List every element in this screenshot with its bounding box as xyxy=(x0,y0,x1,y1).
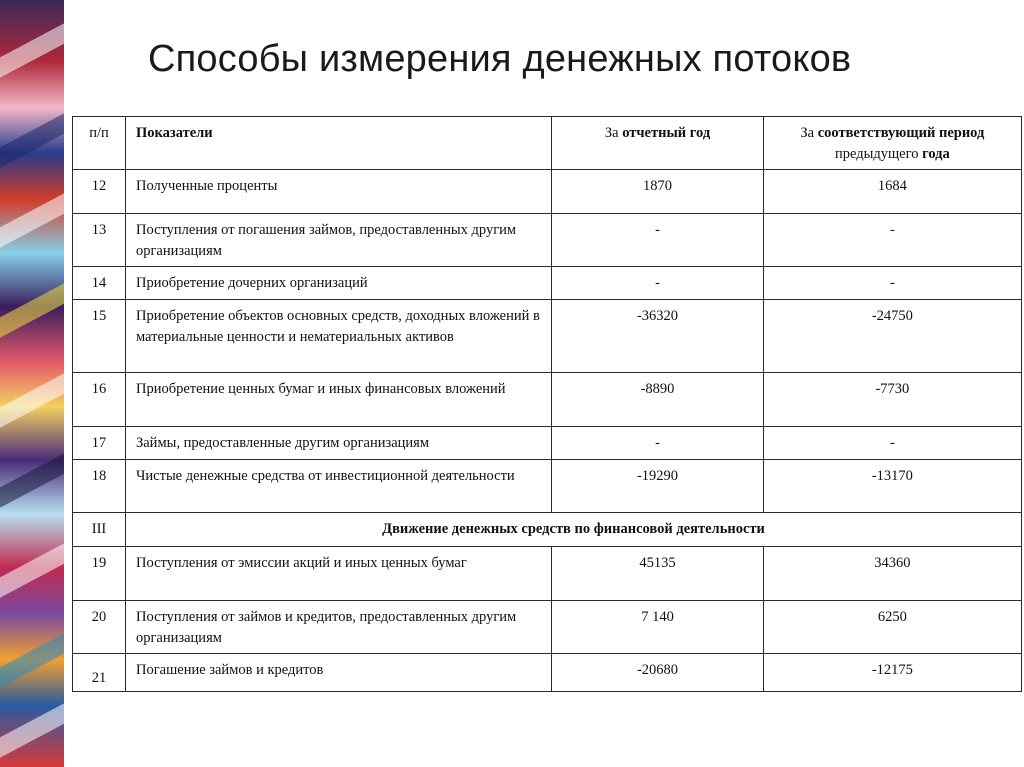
row-indicator: Поступления от погашения займов, предоставленных другим организациям xyxy=(125,214,551,267)
row-num: 15 xyxy=(73,300,126,373)
row-num: 14 xyxy=(73,267,126,300)
row-num: 17 xyxy=(73,427,126,460)
row-indicator: Приобретение дочерних организаций xyxy=(125,267,551,300)
section-title: Движение денежных средств по финансовой деятельности xyxy=(125,513,1021,547)
row-current: -19290 xyxy=(552,460,763,513)
row-indicator: Приобретение объектов основных средств, доходных вложений в материальные ценности и нематериальных активов xyxy=(125,300,551,373)
table-row xyxy=(73,373,1022,427)
cash-flow-table xyxy=(72,116,1022,692)
row-current: 1870 xyxy=(552,170,763,214)
row-indicator: Полученные проценты xyxy=(125,170,551,214)
row-current: 7 140 xyxy=(552,601,763,654)
row-prev: - xyxy=(763,214,1021,267)
table-row xyxy=(73,460,1022,513)
row-prev: 6250 xyxy=(763,601,1021,654)
row-num: 13 xyxy=(73,214,126,267)
table-row xyxy=(73,170,1022,214)
header-current-year: За отчетный год xyxy=(552,117,763,170)
row-num: 21 xyxy=(73,654,126,692)
row-prev: -7730 xyxy=(763,373,1021,427)
row-num: 18 xyxy=(73,460,126,513)
row-current: - xyxy=(552,214,763,267)
row-current: - xyxy=(552,427,763,460)
row-current: 45135 xyxy=(552,547,763,601)
row-num: 12 xyxy=(73,170,126,214)
row-indicator: Поступления от эмиссии акций и иных ценных бумаг xyxy=(125,547,551,601)
row-num: 19 xyxy=(73,547,126,601)
row-prev: 1684 xyxy=(763,170,1021,214)
row-num: 20 xyxy=(73,601,126,654)
row-num: 16 xyxy=(73,373,126,427)
row-prev: - xyxy=(763,267,1021,300)
table-row xyxy=(73,427,1022,460)
section-num: III xyxy=(73,513,126,547)
table-row xyxy=(73,300,1022,373)
row-indicator: Чистые денежные средства от инвестиционной деятельности xyxy=(125,460,551,513)
row-prev: 34360 xyxy=(763,547,1021,601)
table-row xyxy=(73,214,1022,267)
decorative-art-strip xyxy=(0,0,64,767)
table-row xyxy=(73,267,1022,300)
header-indicator: Показатели xyxy=(125,117,551,170)
row-prev: - xyxy=(763,427,1021,460)
page-title: Способы измерения денежных потоков xyxy=(148,38,852,80)
row-current: -36320 xyxy=(552,300,763,373)
header-previous-year: За соответствующий период предыдущего года xyxy=(763,117,1021,170)
row-prev: -24750 xyxy=(763,300,1021,373)
section-row xyxy=(73,513,1022,547)
row-current: - xyxy=(552,267,763,300)
header-num: п/п xyxy=(73,117,126,170)
row-prev: -13170 xyxy=(763,460,1021,513)
row-indicator: Займы, предоставленные другим организациям xyxy=(125,427,551,460)
table-row xyxy=(73,547,1022,601)
row-current: -8890 xyxy=(552,373,763,427)
table-row xyxy=(73,654,1022,692)
art-strip-edge xyxy=(64,0,72,767)
row-prev: -12175 xyxy=(763,654,1021,692)
row-indicator: Поступления от займов и кредитов, предоставленных другим организациям xyxy=(125,601,551,654)
row-current: -20680 xyxy=(552,654,763,692)
table-row xyxy=(73,601,1022,654)
table-header-row xyxy=(73,117,1022,170)
row-indicator: Погашение займов и кредитов xyxy=(125,654,551,692)
row-indicator: Приобретение ценных бумаг и иных финансовых вложений xyxy=(125,373,551,427)
